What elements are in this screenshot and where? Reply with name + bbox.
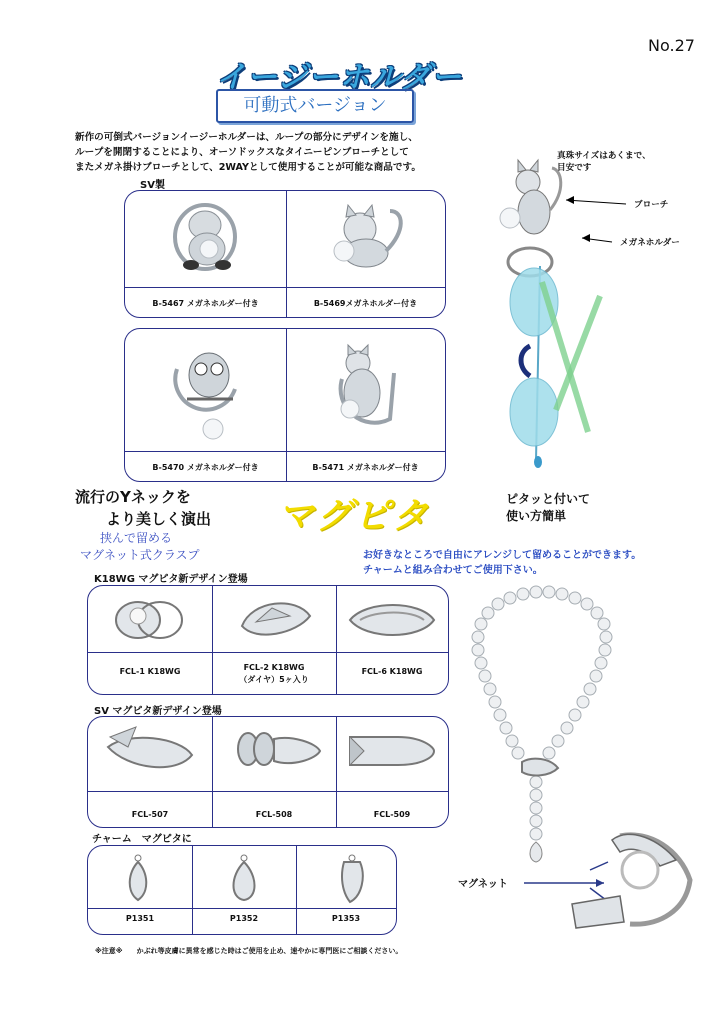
easy-text-2: 使い方簡単 xyxy=(506,509,567,523)
product-code: FCL-509 xyxy=(373,810,411,819)
k18-section-title: K18WG マグピタ新デザイン登場 xyxy=(94,574,248,585)
caution-note: ※注意※ かぶれ等皮膚に異常を感じた時はご使用を止め、速やかに専門医にご相談ください。 xyxy=(95,947,403,955)
note-line: 真珠サイズはあくまで、 xyxy=(557,151,651,161)
page-title: イージーホルダー xyxy=(216,60,463,95)
intro-line: ループを開閉することにより、オーソドックスなタイニーピンブローチとして xyxy=(75,147,409,158)
sv-material-label: SV製 xyxy=(140,180,165,191)
product-code: FCL-2 K18WG xyxy=(243,663,305,672)
easy-text-1: ピタッと付いて xyxy=(506,492,591,506)
clasp-text-2: マグネット式クラスプ xyxy=(80,548,200,562)
page-number: No.27 xyxy=(648,36,695,55)
charm-section-title: チャーム マグピタに xyxy=(92,834,192,845)
arrange-line: お好きなところで自由にアレンジして留めることができます。 xyxy=(363,550,642,561)
clasp-text-1: 挟んで留める xyxy=(100,531,173,545)
sv-clasp-section-title: SV マグピタ新デザイン登場 xyxy=(94,706,222,717)
trend-headline-1: 流行のYネックを xyxy=(75,488,191,506)
product-code: P1352 xyxy=(229,914,259,923)
note-line: 目安です xyxy=(557,163,592,173)
arrange-line: チャームと組み合わせてご使用下さい。 xyxy=(363,565,543,576)
magnet-label: マグネット xyxy=(458,879,508,890)
product-code: B-5470 メガネホルダー付き xyxy=(152,463,259,472)
glasses-holder-label: メガネホルダー xyxy=(620,238,680,248)
product-code: B-5471 メガネホルダー付き xyxy=(312,463,419,472)
product-code: FCL-6 K18WG xyxy=(361,667,423,676)
product-code: P1353 xyxy=(331,914,361,923)
intro-line: 新作の可倒式バージョンイージーホルダーは、ループの部分にデザインを施し、 xyxy=(75,132,418,143)
product-code: B-5467 メガネホルダー付き xyxy=(152,299,259,308)
product-code: P1351 xyxy=(125,914,155,923)
product-note: （ダイヤ）5ヶ入り xyxy=(239,675,309,684)
product-code: B-5469メガネホルダー付き xyxy=(313,299,418,308)
product-code: FCL-508 xyxy=(255,810,293,819)
product-code: FCL-1 K18WG xyxy=(119,667,181,676)
page-subtitle: 可動式バージョン xyxy=(216,89,414,123)
intro-line: またメガネ掛けブローチとして、2WAYとして使用することが可能な商品です。 xyxy=(75,162,421,173)
trend-headline-2: より美しく演出 xyxy=(106,510,212,528)
brooch-label: ブローチ xyxy=(634,200,669,210)
magupita-logo: マグピタ xyxy=(278,496,431,537)
product-code: FCL-507 xyxy=(131,810,169,819)
